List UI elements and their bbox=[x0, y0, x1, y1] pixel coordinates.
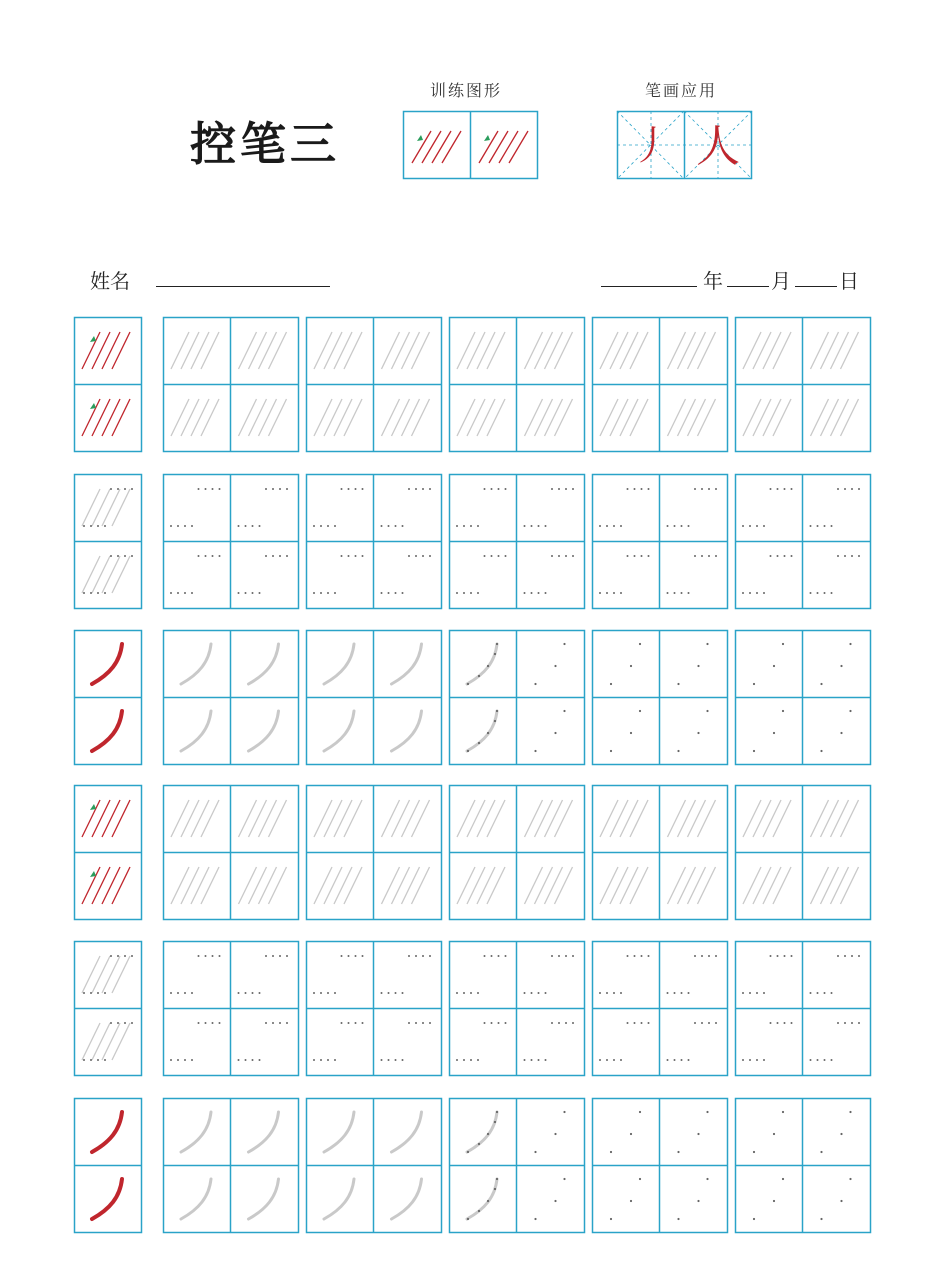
practice-box[interactable] bbox=[449, 941, 585, 1076]
practice-box[interactable] bbox=[735, 785, 871, 920]
day-label: 日 bbox=[839, 269, 859, 293]
model-box bbox=[74, 475, 142, 609]
practice-box[interactable] bbox=[163, 317, 299, 452]
practice-box[interactable] bbox=[449, 785, 585, 920]
example-char-ren: 人 bbox=[696, 121, 740, 172]
practice-box[interactable] bbox=[306, 785, 442, 920]
practice-box[interactable] bbox=[306, 630, 442, 765]
practice-box[interactable] bbox=[449, 630, 585, 765]
practice-box[interactable] bbox=[306, 1098, 442, 1233]
page-title: 控笔三 bbox=[190, 117, 340, 171]
practice-box[interactable] bbox=[735, 941, 871, 1076]
practice-box[interactable] bbox=[592, 317, 728, 452]
practice-box[interactable] bbox=[735, 1098, 871, 1233]
practice-box[interactable] bbox=[735, 474, 871, 609]
practice-box[interactable] bbox=[306, 317, 442, 452]
practice-box[interactable] bbox=[306, 474, 442, 609]
practice-box[interactable] bbox=[592, 630, 728, 765]
month-label: 月 bbox=[771, 269, 791, 293]
practice-box[interactable] bbox=[592, 1098, 728, 1233]
practice-box[interactable] bbox=[306, 941, 442, 1076]
model-box bbox=[74, 318, 142, 452]
practice-box[interactable] bbox=[449, 474, 585, 609]
model-box bbox=[74, 942, 142, 1076]
model-box bbox=[74, 631, 142, 765]
practice-box[interactable] bbox=[163, 1098, 299, 1233]
practice-box[interactable] bbox=[735, 630, 871, 765]
practice-box[interactable] bbox=[735, 317, 871, 452]
practice-box[interactable] bbox=[163, 474, 299, 609]
stroke-caption: 笔画应用 bbox=[645, 81, 718, 100]
practice-box[interactable] bbox=[592, 474, 728, 609]
example-char-pie: 丿 bbox=[631, 123, 671, 169]
year-label: 年 bbox=[703, 269, 723, 293]
practice-box[interactable] bbox=[163, 630, 299, 765]
practice-box[interactable] bbox=[449, 317, 585, 452]
practice-box[interactable] bbox=[163, 941, 299, 1076]
model-box bbox=[74, 1099, 142, 1233]
practice-box[interactable] bbox=[592, 785, 728, 920]
practice-box[interactable] bbox=[163, 785, 299, 920]
model-box bbox=[74, 786, 142, 920]
practice-box[interactable] bbox=[592, 941, 728, 1076]
practice-box[interactable] bbox=[449, 1098, 585, 1233]
training-caption: 训练图形 bbox=[430, 81, 503, 100]
name-label: 姓名 bbox=[90, 269, 130, 293]
